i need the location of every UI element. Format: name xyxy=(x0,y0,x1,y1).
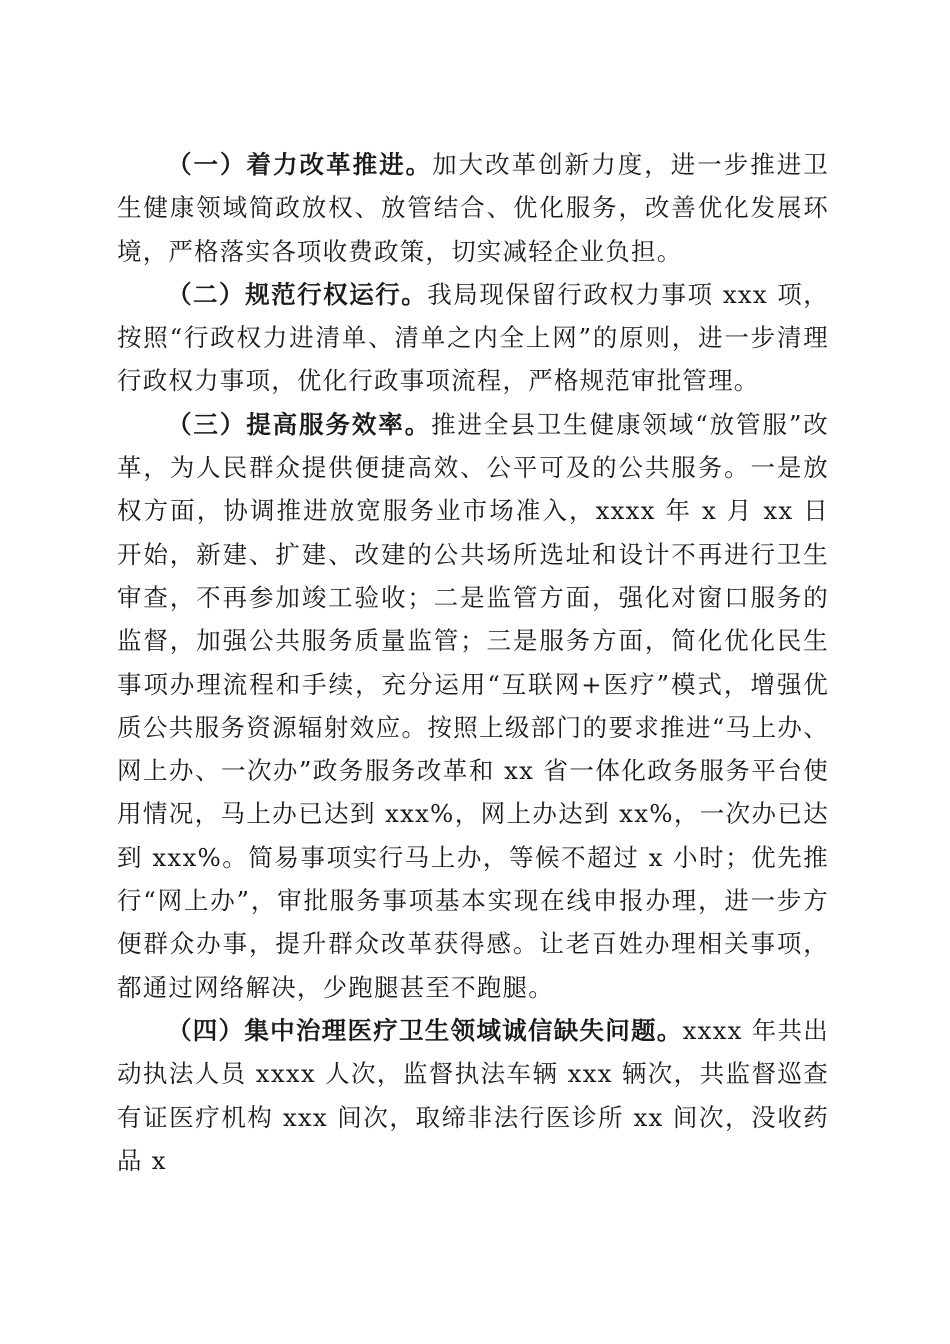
paragraph-3-text: 推进全县卫生健康领域“放管服”改革，为人民群众提供便捷高效、公平可及的公共服务。一是放权方面，协调推进放宽服务业市场准入，xxxx 年 x 月 xx 日开始，新建、扩建、改建的公共场所选址和设计不再进行卫生审查，不再参加竣工验收；二是监管方面，强化对窗口服务的监督，加强公共服务质量监管；三是服务方面，简化优化民生事项办理流程和手续，充分运用“互联网+医疗”模式，增强优质公共服务资源辐射效应。按照上级部门的要求推进“马上办、网上办、一次办”政务服务改革和 xx 省一体化政务服务平台使用情况，马上办已达到 xxx%，网上办达到 xx%，一次办已达到 xxx%。简易事项实行马上办，等候不超过 x 小时；优先推行“网上办”，审批服务事项基本实现在线申报办理，进一步方便群众办事，提升群众改革获得感。让老百姓办理相关事项，都通过网络解决，少跑腿甚至不跑腿。 xyxy=(117,409,830,1002)
paragraph-4-heading: （四）集中治理医疗卫生领域诚信缺失问题。 xyxy=(167,1015,683,1045)
paragraph-2-heading: （二）规范行权运行。 xyxy=(167,279,428,309)
paragraph-1 xyxy=(117,143,829,273)
document-body xyxy=(117,143,829,1182)
paragraph-1-text: 加大改革创新力度，进一步推进卫生健康领域简政放权、放管结合、优化服务，改善优化发展环境，严格落实各项收费政策，切实减轻企业负担。 xyxy=(117,150,829,266)
paragraph-2 xyxy=(117,273,829,403)
paragraph-4 xyxy=(117,1009,829,1182)
paragraph-2-text: 我局现保留行政权力事项 xxx 项，按照“行政权力进清单、清单之内全上网”的原则，进一步清理行政权力事项，优化行政事项流程，严格规范审批管理。 xyxy=(117,279,829,396)
paragraph-3 xyxy=(117,403,829,1009)
paragraph-4-text: xxxx 年共出动执法人员 xxxx 人次，监督执法车辆 xxx 辆次，共监督巡查有证医疗机构 xxx 间次，取缔非法行医诊所 xx 间次，没收药品 x xyxy=(117,1015,830,1175)
paragraph-1-heading: （一）着力改革推进。 xyxy=(167,150,433,179)
paragraph-3-heading: （三）提高服务效率。 xyxy=(167,409,432,439)
